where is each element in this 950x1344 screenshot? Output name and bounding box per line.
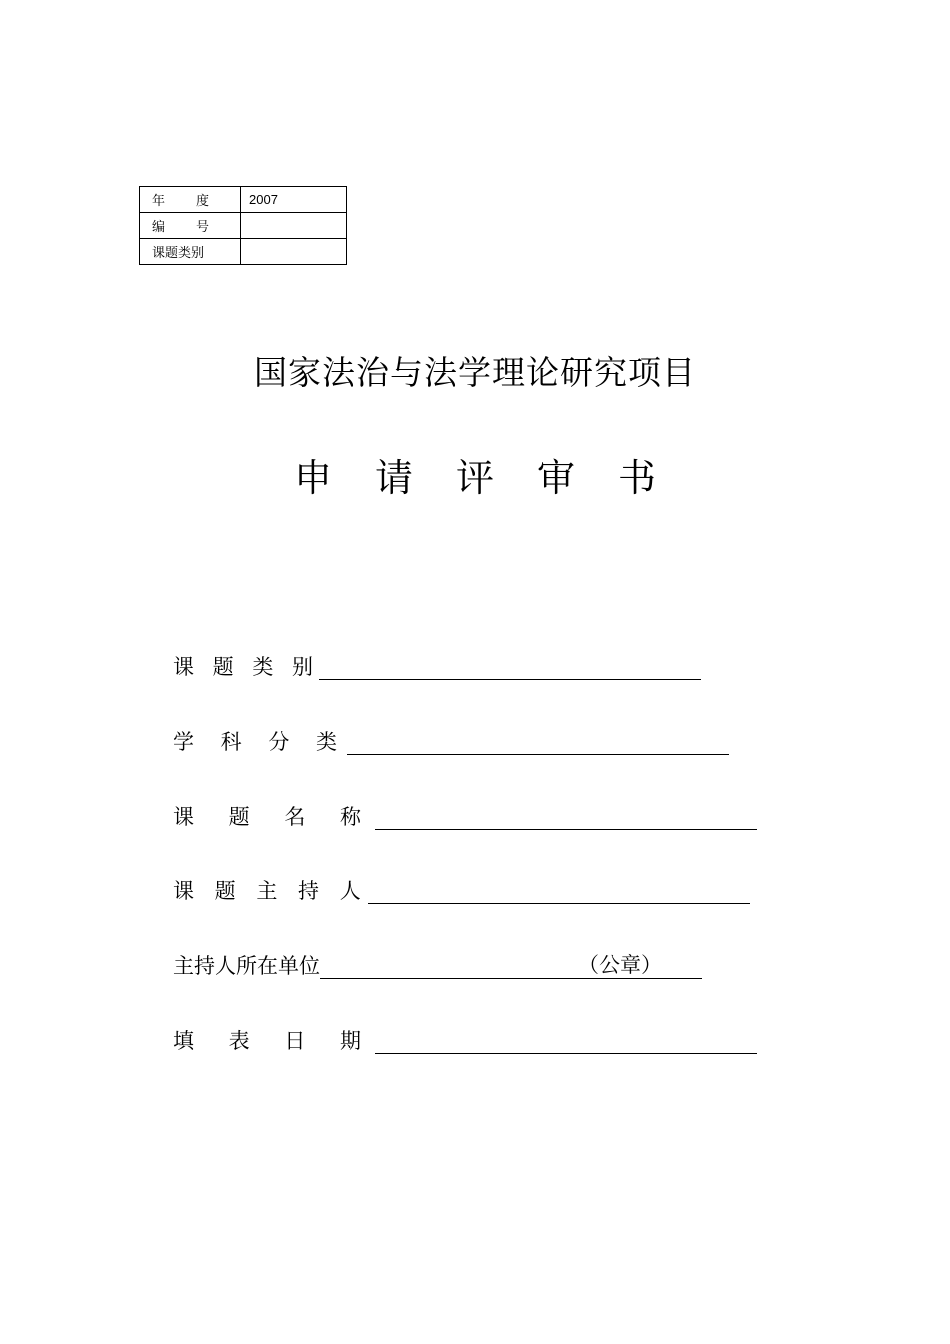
field-project-category <box>173 650 701 680</box>
meta-row-category <box>140 239 347 265</box>
meta-value-number <box>241 213 347 239</box>
field-label: 填 表 日 期 <box>173 1029 376 1053</box>
meta-label-category: 课题类别 <box>140 239 241 265</box>
field-blank-line <box>347 728 729 755</box>
meta-value-year: 2007 <box>241 187 347 213</box>
meta-label-number: 编号 <box>140 213 241 239</box>
field-blank-line <box>368 877 750 904</box>
seal-note: （公章） <box>578 953 662 977</box>
field-label: 学 科 分 类 <box>173 730 348 754</box>
field-blank-line <box>320 952 702 979</box>
document-subtitle: 申请评审书 <box>293 456 699 500</box>
field-discipline <box>173 725 729 755</box>
field-label: 课 题 名 称 <box>173 805 376 829</box>
field-label: 课 题 主 持 人 <box>173 879 368 903</box>
document-meta-table <box>139 186 347 265</box>
field-blank-line <box>319 653 701 680</box>
meta-row-year <box>140 187 347 213</box>
field-investigator-institution <box>173 949 702 979</box>
meta-value-category <box>241 239 347 265</box>
field-fill-date <box>173 1024 757 1054</box>
meta-row-number <box>140 213 347 239</box>
field-blank-line <box>375 1027 757 1054</box>
field-label: 主持人所在单位 <box>173 954 320 978</box>
field-project-name <box>173 800 757 830</box>
field-blank-line <box>375 803 757 830</box>
document-title: 国家法治与法学理论研究项目 <box>254 353 696 392</box>
field-principal-investigator <box>173 874 750 904</box>
meta-label-year: 年度 <box>140 187 241 213</box>
field-label: 课 题 类 别 <box>173 655 320 679</box>
